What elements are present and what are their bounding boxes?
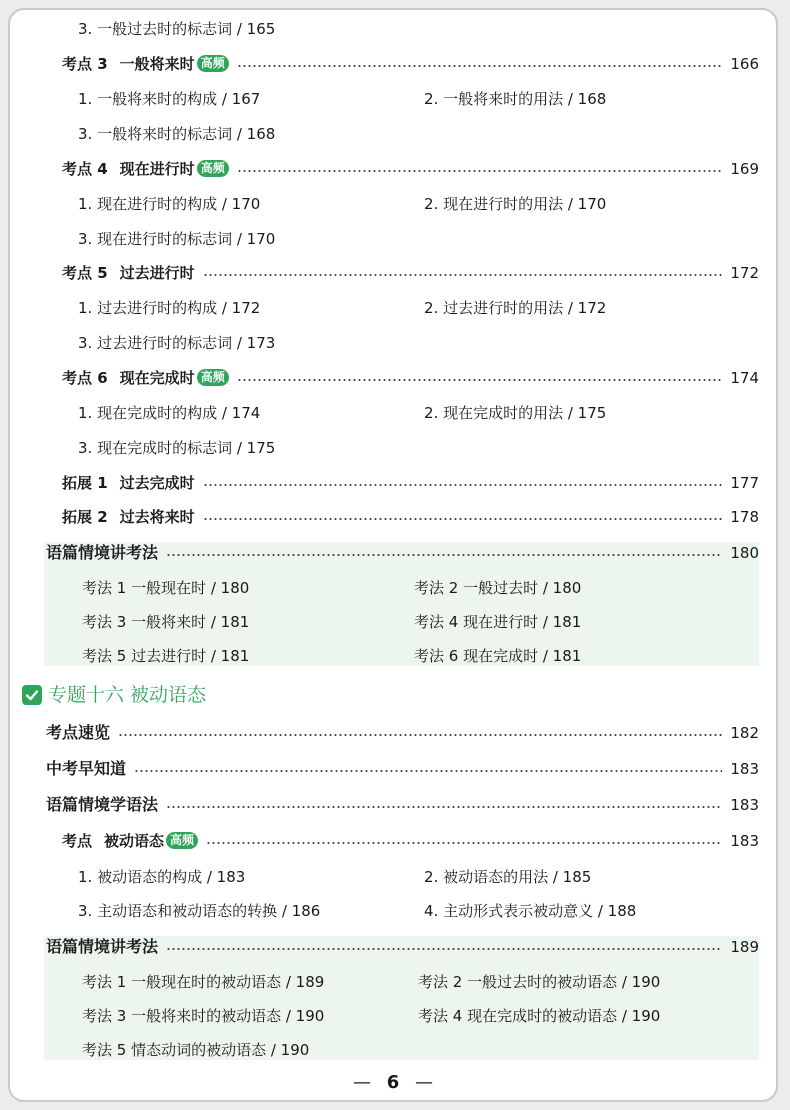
entry-label: 考点 3: [62, 55, 108, 73]
entry-label: 语篇情境讲考法: [46, 937, 159, 956]
toc-subitem[interactable]: 2. 过去进行时的用法 / 172: [424, 299, 607, 317]
leader-dots: [237, 170, 723, 172]
footer-dash: —: [353, 1072, 371, 1093]
leader-dots: [166, 554, 722, 556]
toc-subitem[interactable]: 考法 6 现在完成时 / 181: [414, 647, 582, 665]
toc-subitem[interactable]: 2. 现在进行时的用法 / 170: [424, 195, 607, 213]
footer-page-number: 6: [386, 1072, 400, 1093]
toc-subitem[interactable]: 3. 主动语态和被动语态的转换 / 186: [78, 902, 321, 920]
page-number: 182: [730, 724, 759, 742]
toc-entry-overview[interactable]: [46, 720, 759, 746]
footer-dash: —: [415, 1072, 433, 1093]
page-number: 183: [730, 796, 759, 814]
page-number: 183: [730, 760, 759, 778]
toc-subitem[interactable]: 2. 一般将来时的用法 / 168: [424, 90, 607, 108]
entry-title: 被动语态: [104, 832, 165, 850]
page-number: 174: [730, 369, 759, 387]
page-footer: [10, 1070, 776, 1096]
entry-title: 过去完成时: [119, 474, 195, 492]
toc-subitem[interactable]: 考法 2 一般过去时的被动语态 / 190: [418, 973, 661, 991]
high-frequency-badge: 高频: [197, 369, 229, 386]
toc-subitem[interactable]: 1. 一般将来时的构成 / 167: [78, 90, 261, 108]
toc-subitem[interactable]: 2. 被动语态的用法 / 185: [424, 868, 592, 886]
leader-dots: [203, 484, 723, 486]
entry-label: 考点速览: [46, 723, 111, 742]
checkmark-icon: [22, 685, 42, 705]
high-frequency-badge: 高频: [197, 160, 229, 177]
toc-entry-yupian1[interactable]: [46, 540, 759, 566]
entry-label: 拓展 1: [62, 474, 108, 492]
toc-entry-kp6[interactable]: [62, 365, 759, 391]
leader-dots: [166, 948, 722, 950]
toc-entry-ext2[interactable]: [62, 504, 759, 530]
entry-title: 一般将来时: [119, 55, 195, 73]
leader-dots: [237, 65, 723, 67]
leader-dots: [166, 806, 722, 808]
toc-subitem[interactable]: 考法 2 一般过去时 / 180: [414, 579, 582, 597]
toc-entry-zhongkao[interactable]: [46, 756, 759, 782]
leader-dots: [203, 274, 723, 276]
high-frequency-badge: 高频: [166, 832, 198, 849]
page-number: 178: [730, 508, 759, 526]
toc-entry-ext1[interactable]: [62, 470, 759, 496]
toc-subitem[interactable]: 考法 1 一般现在时 / 180: [82, 579, 250, 597]
toc-subitem[interactable]: 4. 主动形式表示被动意义 / 188: [424, 902, 637, 920]
toc-subitem[interactable]: 3. 现在完成时的标志词 / 175: [78, 439, 276, 457]
page-number: 183: [730, 832, 759, 850]
toc-page: [8, 8, 778, 1102]
toc-entry-kp5[interactable]: [62, 260, 759, 286]
entry-title: 过去将来时: [119, 508, 195, 526]
toc-subitem[interactable]: 考法 3 一般将来时的被动语态 / 190: [82, 1007, 325, 1025]
toc-subitem[interactable]: 3. 一般过去时的标志词 / 165: [78, 20, 276, 38]
high-frequency-badge: 高频: [197, 55, 229, 72]
page-number: 189: [730, 938, 759, 956]
leader-dots: [206, 842, 722, 844]
toc-subitem[interactable]: 考法 4 现在完成时的被动语态 / 190: [418, 1007, 661, 1025]
toc-subitem[interactable]: 1. 过去进行时的构成 / 172: [78, 299, 261, 317]
entry-title: 过去进行时: [119, 264, 195, 282]
toc-subitem[interactable]: 考法 5 情态动词的被动语态 / 190: [82, 1041, 310, 1059]
toc-entry-kp-passive[interactable]: [62, 828, 759, 854]
entry-label: 考点 4: [62, 160, 108, 178]
toc-subitem[interactable]: 3. 现在进行时的标志词 / 170: [78, 230, 276, 248]
toc-subitem[interactable]: 1. 现在完成时的构成 / 174: [78, 404, 261, 422]
section-title: 专题十六 被动语态: [48, 684, 207, 706]
entry-label: 拓展 2: [62, 508, 108, 526]
toc-subitem[interactable]: 考法 4 现在进行时 / 181: [414, 613, 582, 631]
toc-subitem[interactable]: 3. 一般将来时的标志词 / 168: [78, 125, 276, 143]
toc-entry-yupian2[interactable]: [46, 934, 759, 960]
page-number: 169: [730, 160, 759, 178]
page-number: 180: [730, 544, 759, 562]
entry-label: 语篇情境学语法: [46, 795, 159, 814]
entry-label: 语篇情境讲考法: [46, 543, 159, 562]
leader-dots: [203, 518, 723, 520]
page-number: 166: [730, 55, 759, 73]
page-number: 172: [730, 264, 759, 282]
entry-label: 中考早知道: [46, 759, 127, 778]
leader-dots: [237, 379, 723, 381]
leader-dots: [134, 770, 722, 772]
toc-subitem[interactable]: 考法 1 一般现在时的被动语态 / 189: [82, 973, 325, 991]
entry-label: 考点: [62, 832, 93, 850]
entry-label: 考点 6: [62, 369, 108, 387]
section-heading[interactable]: [22, 680, 206, 710]
toc-entry-kp3[interactable]: [62, 51, 759, 77]
toc-entry-kp4[interactable]: [62, 156, 759, 182]
entry-label: 考点 5: [62, 264, 108, 282]
toc-subitem[interactable]: 2. 现在完成时的用法 / 175: [424, 404, 607, 422]
toc-subitem[interactable]: 1. 现在进行时的构成 / 170: [78, 195, 261, 213]
toc-subitem[interactable]: 1. 被动语态的构成 / 183: [78, 868, 246, 886]
entry-title: 现在进行时: [119, 160, 195, 178]
toc-entry-yufa[interactable]: [46, 792, 759, 818]
leader-dots: [118, 734, 722, 736]
entry-title: 现在完成时: [119, 369, 195, 387]
toc-subitem[interactable]: 考法 5 过去进行时 / 181: [82, 647, 250, 665]
toc-subitem[interactable]: 考法 3 一般将来时 / 181: [82, 613, 250, 631]
page-number: 177: [730, 474, 759, 492]
toc-subitem[interactable]: 3. 过去进行时的标志词 / 173: [78, 334, 276, 352]
